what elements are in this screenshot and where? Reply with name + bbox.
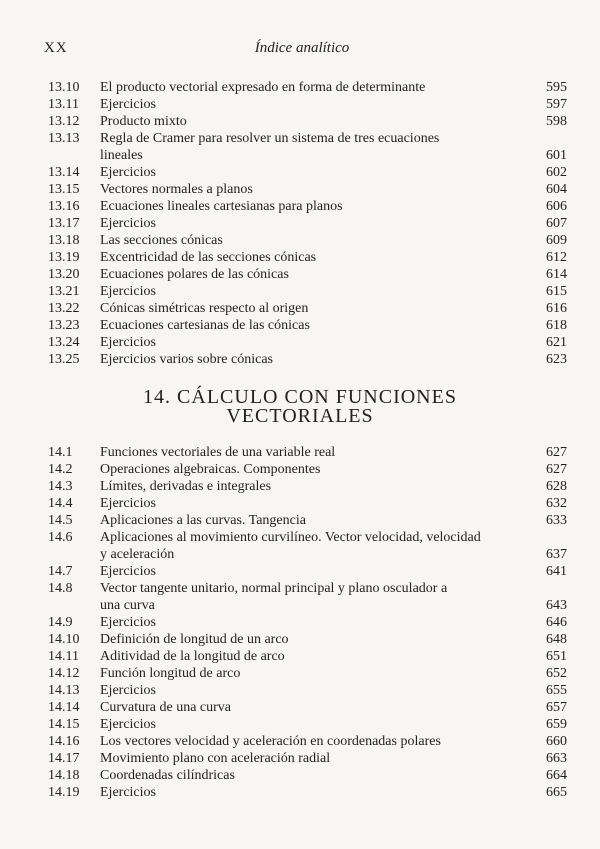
entry-title: Vector tangente unitario, normal principal y plano osculador a bbox=[100, 581, 448, 596]
running-title: Índice analítico bbox=[254, 40, 350, 56]
entry-page: 655 bbox=[546, 683, 567, 698]
entry-page: 659 bbox=[546, 717, 567, 732]
entry-title: Operaciones algebraicas. Componentes bbox=[100, 462, 321, 477]
entry-number: 13.18 bbox=[48, 233, 80, 248]
entry-page: 651 bbox=[546, 649, 567, 664]
entry-number: 14.9 bbox=[48, 615, 73, 630]
entry-title: Excentricidad de las secciones cónicas bbox=[100, 250, 317, 265]
entry-page: 601 bbox=[546, 148, 567, 163]
entry-title: Aplicaciones a las curvas. Tangencia bbox=[100, 513, 306, 528]
entry-number: 14.10 bbox=[48, 632, 80, 647]
entry-title: Ejercicios bbox=[100, 97, 156, 112]
entry-number: 14.14 bbox=[48, 700, 80, 715]
entry-title: Aditividad de la longitud de arco bbox=[100, 649, 285, 664]
entry-title: Las secciones cónicas bbox=[100, 233, 223, 248]
entry-title: Ejercicios bbox=[100, 785, 156, 800]
entry-number: 13.20 bbox=[48, 267, 80, 282]
entry-number: 13.10 bbox=[48, 80, 80, 95]
entry-page: 623 bbox=[546, 352, 567, 367]
entry-title: Ejercicios bbox=[100, 615, 156, 630]
entry-page: 628 bbox=[546, 479, 567, 494]
page-number-roman: XX bbox=[44, 40, 68, 56]
entry-number: 14.17 bbox=[48, 751, 80, 766]
entry-page: 632 bbox=[546, 496, 567, 511]
entry-page: 597 bbox=[546, 97, 567, 112]
entry-title: Ejercicios bbox=[100, 335, 156, 350]
entry-number: 14.18 bbox=[48, 768, 80, 783]
entry-title: Ejercicios bbox=[100, 165, 156, 180]
entry-number: 13.16 bbox=[48, 199, 80, 214]
entry-number: 14.4 bbox=[48, 496, 73, 511]
entry-number: 14.19 bbox=[48, 785, 80, 800]
entry-page: 621 bbox=[546, 335, 567, 350]
entry-number: 13.13 bbox=[48, 131, 80, 146]
entry-page: 648 bbox=[546, 632, 567, 647]
entry-title-continuation: una curva bbox=[100, 598, 155, 613]
entry-page: 627 bbox=[546, 462, 567, 477]
entry-title: Ecuaciones cartesianas de las cónicas bbox=[100, 318, 310, 333]
entry-number: 13.11 bbox=[48, 97, 79, 112]
entry-title: Ejercicios bbox=[100, 564, 156, 579]
entry-title: Funciones vectoriales de una variable real bbox=[100, 445, 336, 460]
entry-page: 652 bbox=[546, 666, 567, 681]
entry-page: 657 bbox=[546, 700, 567, 715]
entry-number: 14.6 bbox=[48, 530, 73, 545]
entry-title: Vectores normales a planos bbox=[100, 182, 253, 197]
entry-page: 660 bbox=[546, 734, 567, 749]
entry-number: 14.12 bbox=[48, 666, 80, 681]
entry-title: Regla de Cramer para resolver un sistema de tres ecuaciones bbox=[100, 131, 440, 146]
entry-title: Ejercicios bbox=[100, 216, 156, 231]
entry-title: Límites, derivadas e integrales bbox=[100, 479, 272, 494]
entry-page: 602 bbox=[546, 165, 567, 180]
entry-page: 633 bbox=[546, 513, 567, 528]
entry-number: 13.25 bbox=[48, 352, 80, 367]
entry-page: 616 bbox=[546, 301, 567, 316]
entry-page: 598 bbox=[546, 114, 567, 129]
entry-title-continuation: lineales bbox=[100, 148, 143, 163]
entry-page: 612 bbox=[546, 250, 567, 265]
entry-number: 13.21 bbox=[48, 284, 80, 299]
entry-number: 14.13 bbox=[48, 683, 80, 698]
entry-number: 13.23 bbox=[48, 318, 80, 333]
entry-number: 13.15 bbox=[48, 182, 80, 197]
entry-page: 646 bbox=[546, 615, 567, 630]
entry-page: 643 bbox=[546, 598, 567, 613]
entry-title: Curvatura de una curva bbox=[100, 700, 231, 715]
entry-page: 637 bbox=[546, 547, 567, 562]
entry-title: Ejercicios bbox=[100, 284, 156, 299]
entry-title: Los vectores velocidad y aceleración en coordenadas polares bbox=[100, 734, 441, 749]
entry-page: 618 bbox=[546, 318, 567, 333]
entry-number: 14.16 bbox=[48, 734, 80, 749]
entry-number: 14.5 bbox=[48, 513, 73, 528]
entry-number: 13.24 bbox=[48, 335, 80, 350]
entry-page: 604 bbox=[546, 182, 567, 197]
entry-title: Ejercicios bbox=[100, 683, 156, 698]
entry-number: 14.15 bbox=[48, 717, 80, 732]
entry-title: Coordenadas cilíndricas bbox=[100, 768, 235, 783]
entry-title-continuation: y aceleración bbox=[100, 547, 175, 562]
entry-number: 14.2 bbox=[48, 462, 73, 477]
entry-page: 627 bbox=[546, 445, 567, 460]
entry-number: 13.17 bbox=[48, 216, 80, 231]
entry-number: 13.12 bbox=[48, 114, 80, 129]
entry-page: 641 bbox=[546, 564, 567, 579]
entry-number: 14.7 bbox=[48, 564, 73, 579]
entry-title: Ecuaciones polares de las cónicas bbox=[100, 267, 289, 282]
entry-page: 665 bbox=[546, 785, 567, 800]
entry-page: 606 bbox=[546, 199, 567, 214]
entry-number: 14.3 bbox=[48, 479, 73, 494]
entry-number: 13.22 bbox=[48, 301, 80, 316]
entry-page: 615 bbox=[546, 284, 567, 299]
entry-number: 13.19 bbox=[48, 250, 80, 265]
entry-page: 607 bbox=[546, 216, 567, 231]
entry-page: 663 bbox=[546, 751, 567, 766]
entry-title: Ejercicios bbox=[100, 717, 156, 732]
entry-title: El producto vectorial expresado en forma de determinante bbox=[100, 80, 426, 95]
entry-number: 13.14 bbox=[48, 165, 80, 180]
entry-title: Función longitud de arco bbox=[100, 666, 241, 681]
entry-title: Ejercicios varios sobre cónicas bbox=[100, 352, 273, 367]
page-header bbox=[44, 40, 560, 60]
entry-page: 664 bbox=[546, 768, 567, 783]
chapter-heading-line2: VECTORIALES bbox=[226, 405, 374, 427]
entry-number: 14.8 bbox=[48, 581, 73, 596]
entry-page: 609 bbox=[546, 233, 567, 248]
entry-title: Aplicaciones al movimiento curvilíneo. Vector velocidad, velocidad bbox=[100, 530, 481, 545]
entry-page: 614 bbox=[546, 267, 567, 282]
entry-title: Ecuaciones lineales cartesianas para planos bbox=[100, 199, 343, 214]
entry-title: Producto mixto bbox=[100, 114, 187, 129]
entry-title: Cónicas simétricas respecto al origen bbox=[100, 301, 309, 316]
entry-number: 14.1 bbox=[48, 445, 73, 460]
entry-title: Ejercicios bbox=[100, 496, 156, 511]
chapter-heading: 14. CÁLCULO CON FUNCIONES bbox=[143, 386, 457, 408]
entry-title: Movimiento plano con aceleración radial bbox=[100, 751, 331, 766]
entry-number: 14.11 bbox=[48, 649, 79, 664]
entry-page: 595 bbox=[546, 80, 567, 95]
entry-title: Definición de longitud de un arco bbox=[100, 632, 289, 647]
